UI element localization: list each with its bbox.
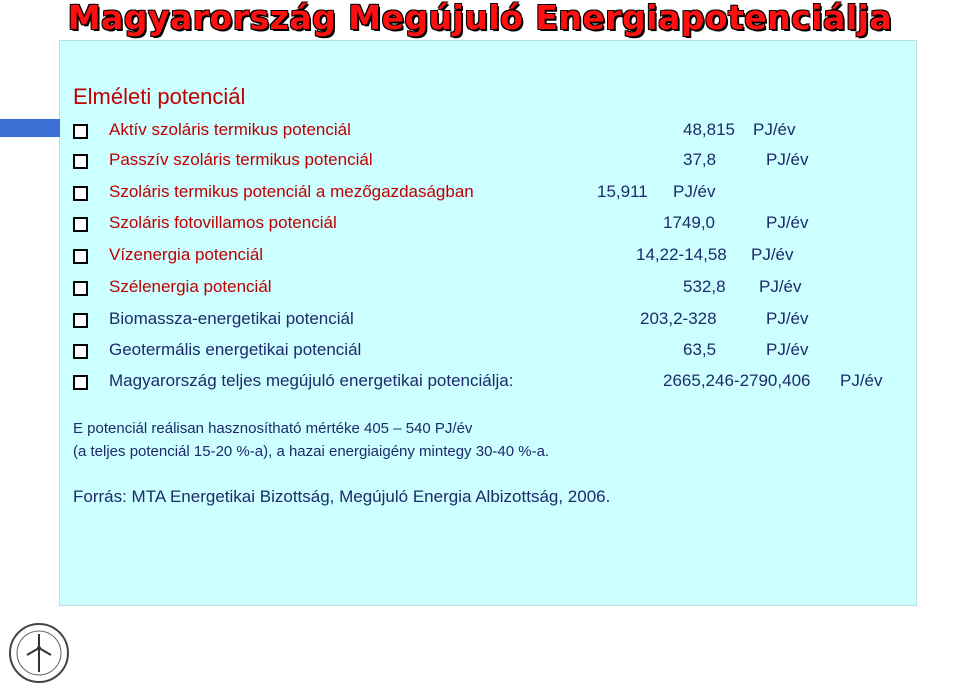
row-label: Biomassza-energetikai potenciál — [109, 309, 354, 328]
page-title: Magyarország Megújuló Energiapotenciálja — [67, 0, 893, 37]
row-value: 2665,246-2790,406 — [663, 371, 811, 390]
row-value: 14,22-14,58 — [636, 245, 727, 264]
row-unit: PJ/év — [766, 309, 809, 328]
row-value: 37,8 — [683, 150, 717, 169]
note-line-1: E potenciál reálisan hasznosítható mértéke 405 – 540 PJ/év — [73, 420, 473, 437]
row-label: Aktív szoláris termikus potenciál — [109, 120, 351, 139]
row-value: 1749,0 — [663, 213, 715, 232]
row-label: Szoláris termikus potenciál a mezőgazdaságban — [109, 182, 474, 201]
checkbox-bullet-icon — [73, 217, 88, 232]
row-label: Geotermális energetikai potenciál — [109, 340, 362, 359]
row-unit: PJ/év — [673, 182, 716, 201]
row-value: 63,5 — [683, 340, 717, 359]
row-label: Szélenergia potenciál — [109, 277, 272, 296]
checkbox-bullet-icon — [73, 124, 88, 139]
row-value: 15,911 — [597, 182, 648, 201]
checkbox-bullet-icon — [73, 281, 88, 296]
left-accent-bar — [0, 119, 60, 137]
row-label: Szoláris fotovillamos potenciál — [109, 213, 337, 232]
row-unit: PJ/év — [840, 371, 883, 390]
checkbox-bullet-icon — [73, 154, 88, 169]
row-unit: PJ/év — [759, 277, 802, 296]
checkbox-bullet-icon — [73, 249, 88, 264]
checkbox-bullet-icon — [73, 344, 88, 359]
row-unit: PJ/év — [766, 213, 809, 232]
wind-turbine-seal-icon — [8, 622, 70, 684]
checkbox-bullet-icon — [73, 186, 88, 201]
row-label: Vízenergia potenciál — [109, 245, 264, 264]
row-unit: PJ/év — [766, 150, 809, 169]
row-label: Passzív szoláris termikus potenciál — [109, 150, 373, 169]
row-unit: PJ/év — [753, 120, 796, 139]
checkbox-bullet-icon — [73, 375, 88, 390]
row-value: 203,2-328 — [640, 309, 717, 328]
section-heading: Elméleti potenciál — [73, 84, 246, 109]
source-citation: Forrás: MTA Energetikai Bizottság, Megújuló Energia Albizottság, 2006. — [73, 487, 611, 506]
checkbox-bullet-icon — [73, 313, 88, 328]
row-unit: PJ/év — [751, 245, 794, 264]
row-value: 532,8 — [683, 277, 726, 296]
row-value: 48,815 — [683, 120, 735, 139]
row-label: Magyarország teljes megújuló energetikai potenciálja: — [109, 371, 514, 390]
row-unit: PJ/év — [766, 340, 809, 359]
note-line-2: (a teljes potenciál 15-20 %-a), a hazai energiaigény mintegy 30-40 %-a. — [73, 443, 550, 460]
